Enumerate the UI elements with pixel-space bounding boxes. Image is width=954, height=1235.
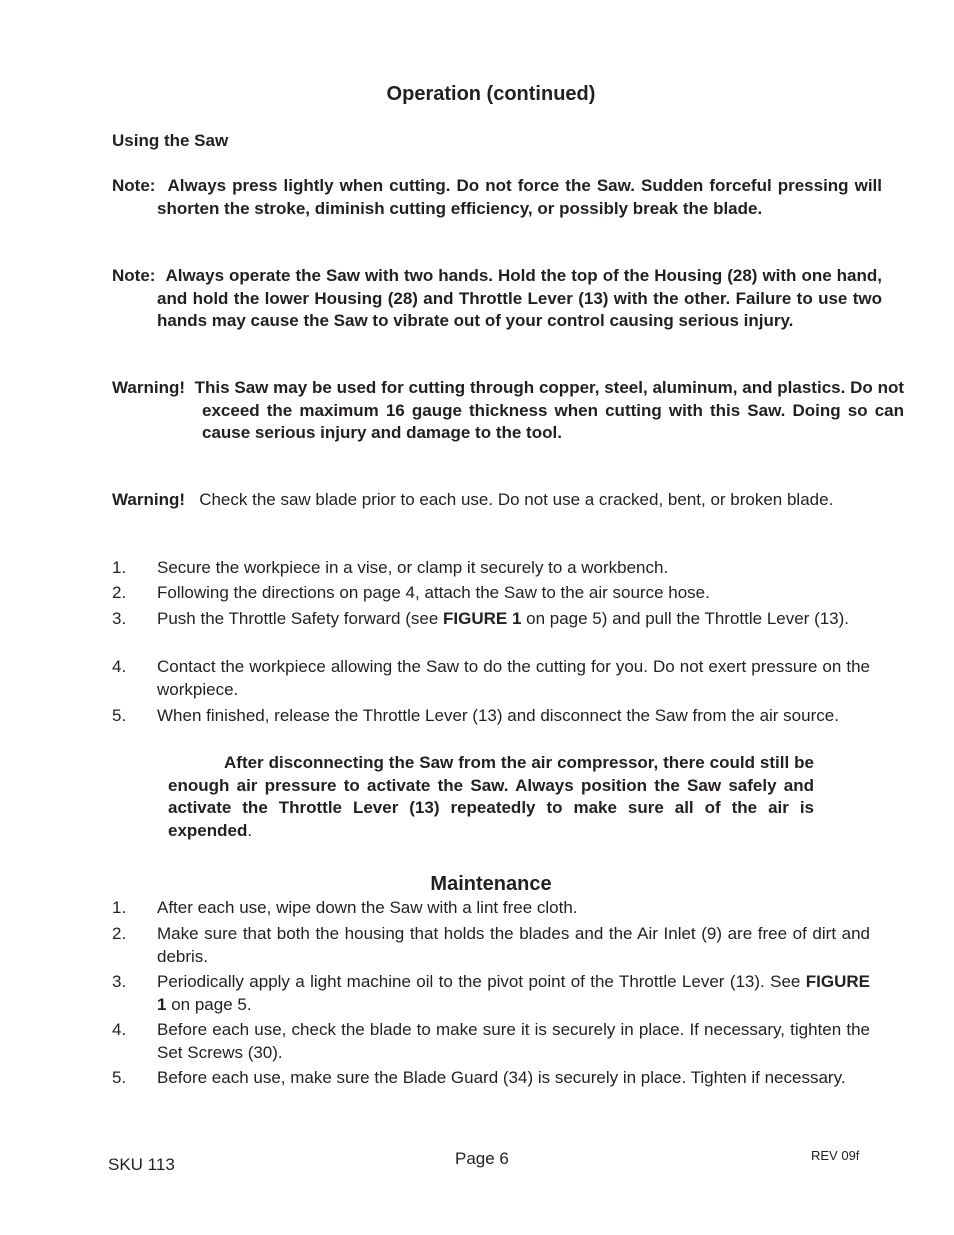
figure-reference: FIGURE 1	[157, 972, 870, 1014]
maintenance-heading: Maintenance	[430, 873, 552, 895]
list-item	[112, 656, 870, 701]
step-text: Make sure that both the housing that holds the blades and the Air Inlet (9) are free of dirt and debris.	[157, 924, 870, 966]
step-number: 3.	[112, 609, 127, 628]
step-text: Following the directions on page 4, attach the Saw to the air source hose.	[157, 583, 710, 602]
footer-revision: REV 09f	[811, 1148, 860, 1163]
step-text: When finished, release the Throttle Lever (13) and disconnect the Saw from the air source.	[157, 706, 839, 725]
figure-reference: FIGURE 1	[443, 609, 522, 628]
list-item	[112, 608, 870, 631]
step-text-part: on page 5.	[166, 994, 252, 1014]
list-item	[112, 923, 870, 968]
warning-blade-check	[112, 489, 904, 512]
list-item	[112, 1019, 870, 1064]
step-number: 5.	[112, 1068, 127, 1087]
warning-text: This Saw may be used for cutting through copper, steel, aluminum, and plastics. Do not exceed the maximum 16 gauge thickness when cutting with this Saw. Doing so can cause serious injury and damage to the tool.	[194, 378, 904, 442]
warning-text: Check the saw blade prior to each use. Do not use a cracked, bent, or broken blade.	[199, 490, 834, 509]
list-item	[112, 1067, 870, 1090]
step-text-part: Periodically apply a light machine oil to the pivot point of the Throttle Lever (13). See	[157, 972, 806, 991]
step-number: 2.	[112, 583, 127, 602]
list-item	[112, 971, 870, 1016]
page-heading: Operation (continued)	[386, 83, 596, 105]
section-subheading: Using the Saw	[112, 131, 229, 150]
step-text-part: on page 5) and pull the Throttle Lever (13).	[521, 609, 850, 628]
list-item	[112, 582, 870, 605]
caution-text: After disconnecting the Saw from the air compressor, there could still be enough air pressure to activate the Saw. Always position the Saw safely and activate the Throttle Lever (13) repeatedly to make sure all of the air is expended	[168, 753, 814, 840]
step-number: 3.	[112, 972, 127, 991]
caution-air-pressure	[168, 752, 814, 842]
warning-label: Warning!	[112, 378, 186, 397]
step-number: 5.	[112, 706, 127, 725]
step-text	[157, 608, 870, 631]
step-text: Contact the workpiece allowing the Saw to do the cutting for you. Do not exert pressure on the workpiece.	[157, 657, 870, 699]
list-item	[112, 705, 870, 728]
note-two-hands	[112, 265, 882, 333]
step-text-part: Push the Throttle Safety forward (see	[157, 609, 443, 628]
step-text: Secure the workpiece in a vise, or clamp it securely to a workbench.	[157, 558, 669, 577]
note-press-lightly	[112, 175, 882, 220]
caution-end: .	[247, 820, 253, 840]
note-label: Note:	[112, 176, 156, 195]
note-text: Always operate the Saw with two hands. Hold the top of the Housing (28) with one hand, and hold the lower Housing (28) and Throttle Lever (13) with the other. Failure to use two hands may cause the Saw to vibrate out of your control causing serious injury.	[157, 266, 882, 330]
step-text	[157, 971, 870, 1016]
warning-materials	[112, 377, 904, 445]
step-number: 1.	[112, 558, 127, 577]
list-item	[112, 897, 870, 920]
note-label: Note:	[112, 266, 156, 285]
step-number: 4.	[112, 657, 127, 676]
step-text: Before each use, check the blade to make sure it is securely in place. If necessary, tighten the Set Screws (30).	[157, 1020, 870, 1062]
step-text: Before each use, make sure the Blade Guard (34) is securely in place. Tighten if necessary.	[157, 1068, 846, 1087]
step-number: 4.	[112, 1020, 127, 1039]
step-text: After each use, wipe down the Saw with a lint free cloth.	[157, 898, 578, 917]
note-text: Always press lightly when cutting. Do not force the Saw. Sudden forceful pressing will shorten the stroke, diminish cutting efficiency, or possibly break the blade.	[157, 176, 882, 218]
list-item	[112, 557, 870, 580]
warning-label: Warning!	[112, 490, 186, 509]
step-number: 1.	[112, 898, 127, 917]
step-number: 2.	[112, 924, 127, 943]
footer-page-number: Page 6	[455, 1149, 509, 1168]
footer-sku: SKU 113	[108, 1155, 175, 1174]
